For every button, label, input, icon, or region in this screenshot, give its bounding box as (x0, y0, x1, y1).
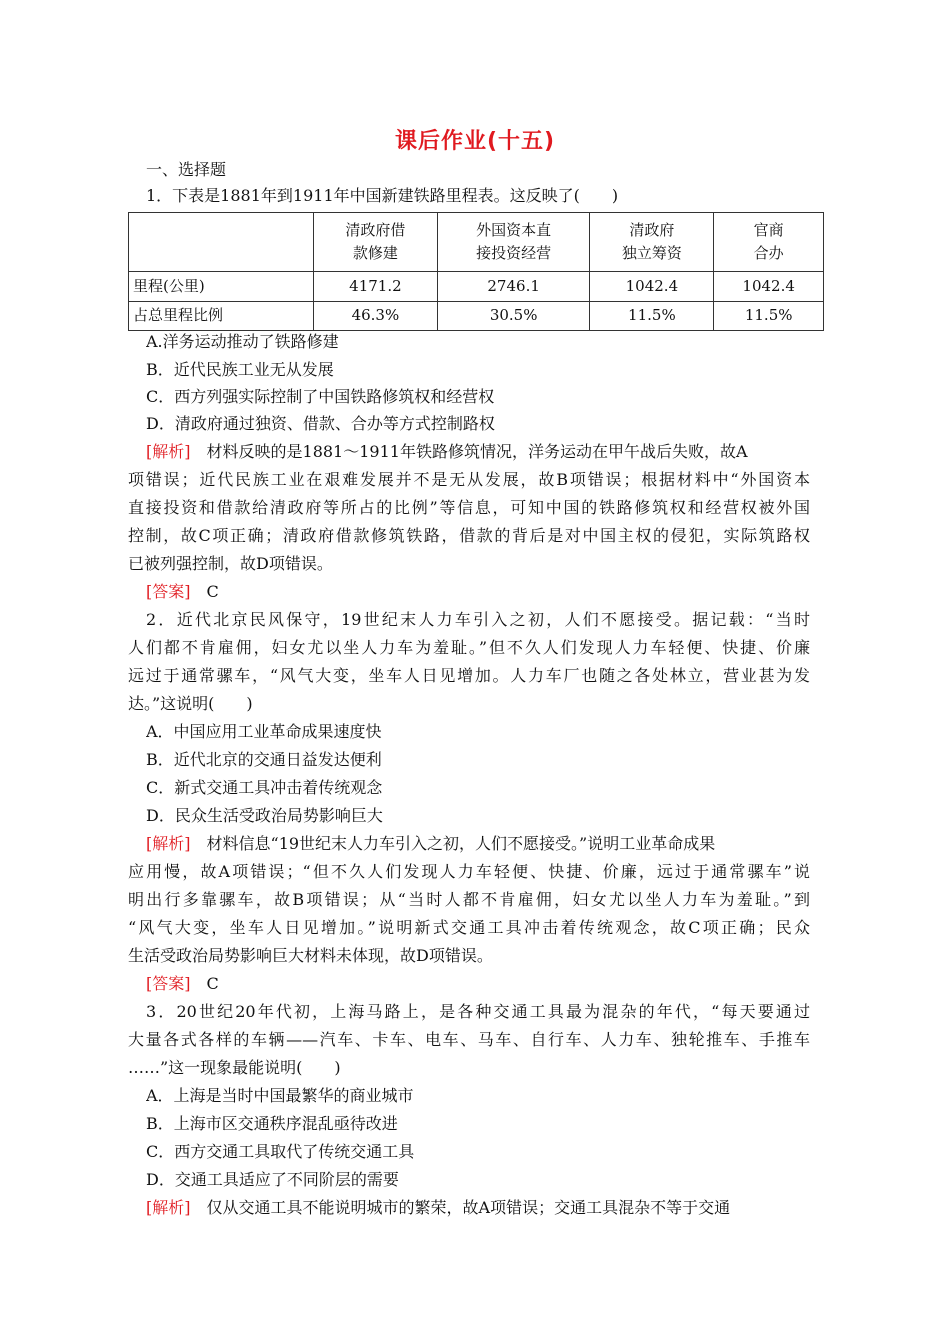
q1-option-b: B．近代民族工业无从发展 (146, 360, 334, 379)
table-row (129, 301, 824, 331)
table-cell: 11.5% (714, 301, 824, 331)
table-header-cell: 清政府 独立筹资 (590, 213, 714, 272)
page-title: 课后作业(十五) (394, 129, 556, 154)
table-cell: 2746.1 (437, 272, 590, 302)
q2-answer: [答案] C (146, 974, 219, 993)
railway-mileage-table (128, 212, 824, 331)
q2-analysis-line: 应用慢，故A项错误；“但不久人们发现人力车轻便、快捷、价廉，远过于通常骡车”说 (128, 862, 810, 881)
q1-answer: [答案] C (146, 582, 219, 601)
analysis-tag: [解析] (146, 442, 191, 461)
q1-stem: 1．下表是1881年到1911年中国新建铁路里程表。这反映了( ) (146, 186, 619, 205)
q2-stem-line: 人们都不肯雇佣，妇女尤以坐人力车为羞耻。”但不久人们发现人力车轻便、快捷、价廉 (128, 638, 810, 657)
table-corner-cell (129, 213, 314, 272)
q2-stem-line: 远过于通常骡车，“风气大变，坐车人日见增加。人力车厂也随之各处林立，营业甚为发 (128, 666, 810, 685)
table-row (129, 272, 824, 302)
q1-option-d: D．清政府通过独资、借款、合办等方式控制路权 (146, 414, 495, 433)
q2-analysis-line: [解析] 材料信息“19世纪末人力车引入之初，人们不愿接受。”说明工业革命成果 (146, 834, 716, 853)
table-cell: 1042.4 (714, 272, 824, 302)
q3-option-a: A．上海是当时中国最繁华的商业城市 (146, 1086, 414, 1105)
q3-stem-line: 3．20世纪20年代初，上海马路上，是各种交通工具最为混杂的年代，“每天要通过 (146, 1002, 810, 1021)
table-cell: 1042.4 (590, 272, 714, 302)
section-heading: 一、选择题 (146, 160, 227, 179)
q3-analysis-line: [解析] 仅从交通工具不能说明城市的繁荣，故A项错误；交通工具混杂不等于交通 (146, 1198, 731, 1217)
q1-option-a: A.洋务运动推动了铁路修建 (146, 332, 339, 351)
analysis-tag: [解析] (146, 834, 191, 853)
table-cell: 30.5% (437, 301, 590, 331)
table-header-cell: 外国资本直 接投资经营 (437, 213, 590, 272)
q3-stem-line: 大量各式各样的车辆——汽车、卡车、电车、马车、自行车、人力车、独轮推车、手推车 (128, 1030, 810, 1049)
table-cell: 11.5% (590, 301, 714, 331)
q1-analysis-line: 直接投资和借款给清政府等所占的比例”等信息，可知中国的铁路修筑权和经营权被外国 (128, 498, 810, 517)
q3-option-d: D．交通工具适应了不同阶层的需要 (146, 1170, 399, 1189)
table-header-cell: 清政府借 款修建 (313, 213, 437, 272)
q2-analysis-line: “风气大变，坐车人日见增加。”说明新式交通工具冲击着传统观念，故C项正确；民众 (128, 918, 810, 937)
table-cell: 4171.2 (313, 272, 437, 302)
table-cell: 46.3% (313, 301, 437, 331)
q2-analysis-line: 生活受政治局势影响巨大材料未体现，故D项错误。 (128, 946, 493, 965)
q3-option-c: C．西方交通工具取代了传统交通工具 (146, 1142, 415, 1161)
table-header-cell: 官商 合办 (714, 213, 824, 272)
q3-option-b: B．上海市区交通秩序混乱亟待改进 (146, 1114, 398, 1133)
q1-analysis-line: [解析] 材料反映的是1881～1911年铁路修筑情况，洋务运动在甲午战后失败，故A (146, 442, 748, 461)
q1-analysis-line: 项错误；近代民族工业在艰难发展并不是无从发展，故B项错误；根据材料中“外国资本 (128, 470, 810, 489)
q2-analysis-line: 明出行多靠骡车，故B项错误；从“当时人都不肯雇佣，妇女尤以坐人力车为羞耻。”到 (128, 890, 810, 909)
q1-analysis-line: 控制，故C项正确；清政府借款修筑铁路，借款的背后是对中国主权的侵犯，实际筑路权 (128, 526, 810, 545)
q2-stem-line: 达。”这说明( ) (128, 694, 253, 713)
analysis-tag: [解析] (146, 1198, 191, 1217)
q2-option-d: D．民众生活受政治局势影响巨大 (146, 806, 383, 825)
q1-option-c: C．西方列强实际控制了中国铁路修筑权和经营权 (146, 387, 495, 406)
q2-stem-line: 2．近代北京民风保守，19世纪末人力车引入之初，人们不愿接受。据记载：“当时 (146, 610, 810, 629)
q2-option-b: B．近代北京的交通日益发达便利 (146, 750, 382, 769)
answer-tag: [答案] (146, 582, 191, 601)
table-row-label: 占总里程比例 (129, 301, 314, 331)
q3-stem-line: ……”这一现象最能说明( ) (128, 1058, 341, 1077)
q2-option-c: C．新式交通工具冲击着传统观念 (146, 778, 383, 797)
table-header-row (129, 213, 824, 272)
answer-tag: [答案] (146, 974, 191, 993)
q1-analysis-line: 已被列强控制，故D项错误。 (128, 554, 333, 573)
table-row-label: 里程(公里) (129, 272, 314, 302)
q2-option-a: A．中国应用工业革命成果速度快 (146, 722, 382, 741)
